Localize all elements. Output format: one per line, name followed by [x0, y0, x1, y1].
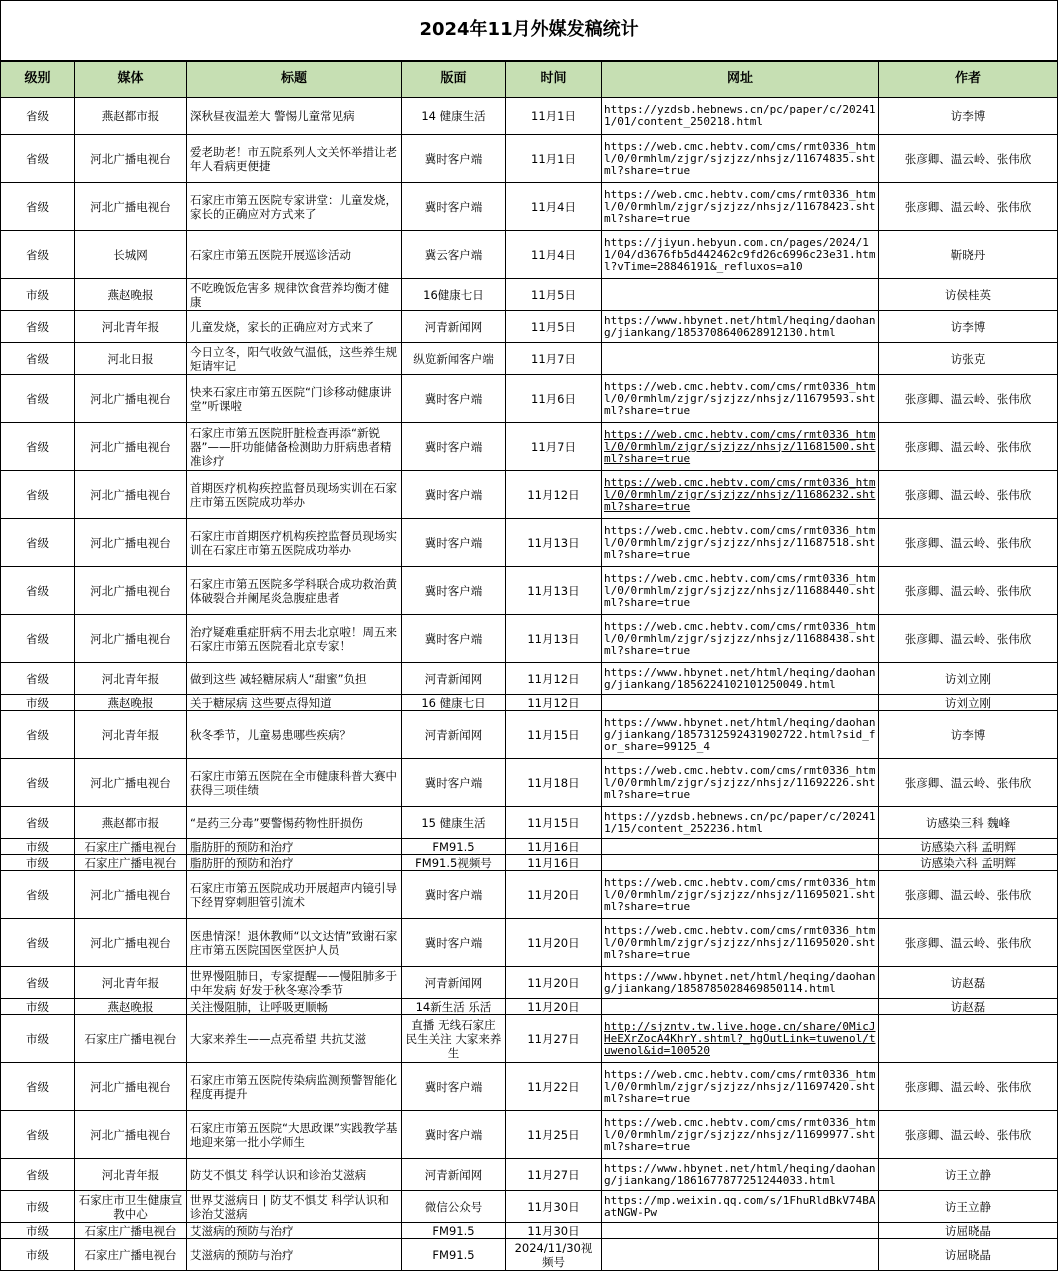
- cell-title[interactable]: 世界慢阻肺日，专家提醒——慢阻肺多于中年发病 好发于秋冬寒冷季节: [187, 967, 402, 999]
- cell-url[interactable]: https://mp.weixin.qq.com/s/1FhuRldBkV74BAatNGW-Pw: [602, 1191, 879, 1223]
- cell-section[interactable]: 14新生活 乐活: [402, 999, 506, 1015]
- cell-media[interactable]: 河北广播电视台: [75, 183, 187, 231]
- cell-time[interactable]: 11月1日: [506, 135, 602, 183]
- table-row: [1, 279, 1058, 311]
- cell-time[interactable]: 11月30日: [506, 1191, 602, 1223]
- cell-url[interactable]: [602, 855, 879, 871]
- cell-section[interactable]: 冀时客户端: [402, 1063, 506, 1111]
- cell-level[interactable]: 省级: [1, 423, 75, 471]
- cell-title[interactable]: 脂肪肝的预防和治疗: [187, 855, 402, 871]
- cell-media[interactable]: 石家庄广播电视台: [75, 839, 187, 855]
- table-row: [1, 615, 1058, 663]
- cell-url[interactable]: https://www.hbynet.net/html/heqing/daohang/jiankang/1858785028469850114.html: [602, 967, 879, 999]
- cell-url[interactable]: https://www.hbynet.net/html/heqing/daohang/jiankang/1853708640628912130.html: [602, 311, 879, 343]
- cell-level[interactable]: 省级: [1, 871, 75, 919]
- cell-level[interactable]: 市级: [1, 1015, 75, 1063]
- cell-title[interactable]: 快来石家庄市第五医院“门诊移动健康讲堂”听课啦: [187, 375, 402, 423]
- cell-section[interactable]: 冀云客户端: [402, 231, 506, 279]
- cell-url[interactable]: [602, 999, 879, 1015]
- cell-level[interactable]: 省级: [1, 807, 75, 839]
- table-row: [1, 1159, 1058, 1191]
- cell-level[interactable]: 市级: [1, 855, 75, 871]
- cell-time[interactable]: 11月5日: [506, 279, 602, 311]
- cell-level[interactable]: 市级: [1, 1223, 75, 1239]
- cell-media[interactable]: 河北广播电视台: [75, 375, 187, 423]
- cell-section[interactable]: 16 健康七日: [402, 695, 506, 711]
- cell-title[interactable]: 爱老助老！市五院系列人文关怀举措让老年人看病更便捷: [187, 135, 402, 183]
- header-row: [1, 61, 1058, 98]
- cell-media[interactable]: 河北青年报: [75, 967, 187, 999]
- cell-time[interactable]: 2024/11/30视频号: [506, 1239, 602, 1271]
- cell-title[interactable]: 关注慢阻肺，让呼吸更顺畅: [187, 999, 402, 1015]
- cell-author[interactable]: 张彦卿、温云岭、张伟欣: [879, 471, 1058, 519]
- cell-time[interactable]: 11月18日: [506, 759, 602, 807]
- cell-time[interactable]: 11月4日: [506, 231, 602, 279]
- cell-title[interactable]: 石家庄市第五医院传染病监测预警智能化程度再提升: [187, 1063, 402, 1111]
- cell-section[interactable]: 冀时客户端: [402, 423, 506, 471]
- table-row: [1, 343, 1058, 375]
- cell-author[interactable]: 张彦卿、温云岭、张伟欣: [879, 1111, 1058, 1159]
- cell-section[interactable]: FM91.5: [402, 839, 506, 855]
- cell-time[interactable]: 11月25日: [506, 1111, 602, 1159]
- cell-url[interactable]: https://web.cmc.hebtv.com/cms/rmt0336_html/0/0rmhlm/zjgr/sjzjzz/nhsjz/11674835.shtml?share=true: [602, 135, 879, 183]
- cell-time[interactable]: 11月20日: [506, 871, 602, 919]
- cell-media[interactable]: 河北广播电视台: [75, 759, 187, 807]
- cell-section[interactable]: 冀时客户端: [402, 471, 506, 519]
- cell-author[interactable]: 靳晓丹: [879, 231, 1058, 279]
- cell-level[interactable]: 市级: [1, 1191, 75, 1223]
- table-row: [1, 1015, 1058, 1063]
- cell-title[interactable]: 艾滋病的预防与治疗: [187, 1239, 402, 1271]
- cell-level[interactable]: 省级: [1, 919, 75, 967]
- cell-url[interactable]: https://www.hbynet.net/html/heqing/daohang/jiankang/1856224102101250049.html: [602, 663, 879, 695]
- table-row: [1, 919, 1058, 967]
- cell-author[interactable]: 张彦卿、温云岭、张伟欣: [879, 1063, 1058, 1111]
- cell-url[interactable]: https://web.cmc.hebtv.com/cms/rmt0336_html/0/0rmhlm/zjgr/sjzjzz/nhsjz/11695020.shtml?share=true: [602, 919, 879, 967]
- cell-url[interactable]: [602, 1239, 879, 1271]
- cell-author[interactable]: 访李博: [879, 311, 1058, 343]
- cell-section[interactable]: 冀时客户端: [402, 871, 506, 919]
- cell-media[interactable]: 河北广播电视台: [75, 423, 187, 471]
- cell-section[interactable]: FM91.5: [402, 1223, 506, 1239]
- cell-media[interactable]: 石家庄市卫生健康宣教中心: [75, 1191, 187, 1223]
- cell-author[interactable]: 访张克: [879, 343, 1058, 375]
- cell-level[interactable]: 市级: [1, 1239, 75, 1271]
- table-row: [1, 231, 1058, 279]
- cell-time[interactable]: 11月1日: [506, 98, 602, 135]
- cell-url[interactable]: https://web.cmc.hebtv.com/cms/rmt0336_html/0/0rmhlm/zjgr/sjzjzz/nhsjz/11688438.shtml?share=true: [602, 615, 879, 663]
- cell-url[interactable]: https://web.cmc.hebtv.com/cms/rmt0336_html/0/0rmhlm/zjgr/sjzjzz/nhsjz/11688440.shtml?share=true: [602, 567, 879, 615]
- table-row: [1, 999, 1058, 1015]
- cell-level[interactable]: 省级: [1, 231, 75, 279]
- cell-media[interactable]: 石家庄广播电视台: [75, 1239, 187, 1271]
- cell-time[interactable]: 11月16日: [506, 855, 602, 871]
- cell-author[interactable]: 访感染六科 孟明辉: [879, 839, 1058, 855]
- cell-section[interactable]: 河青新闻网: [402, 967, 506, 999]
- cell-url[interactable]: https://www.hbynet.net/html/heqing/daohang/jiankang/1861677877251244033.html: [602, 1159, 879, 1191]
- header-author[interactable]: 作者: [879, 61, 1058, 98]
- cell-author[interactable]: 访屈晓晶: [879, 1239, 1058, 1271]
- cell-section[interactable]: 河青新闻网: [402, 1159, 506, 1191]
- cell-media[interactable]: 燕赵都市报: [75, 807, 187, 839]
- cell-media[interactable]: 河北广播电视台: [75, 1111, 187, 1159]
- cell-section[interactable]: 15 健康生活: [402, 807, 506, 839]
- cell-media[interactable]: 河北广播电视台: [75, 1063, 187, 1111]
- table-row: [1, 855, 1058, 871]
- cell-url[interactable]: https://web.cmc.hebtv.com/cms/rmt0336_html/0/0rmhlm/zjgr/sjzjzz/nhsjz/11695021.shtml?share=true: [602, 871, 879, 919]
- cell-title[interactable]: 石家庄市第五医院开展巡诊活动: [187, 231, 402, 279]
- cell-title[interactable]: 石家庄市首期医疗机构疾控监督员现场实训在石家庄市第五医院成功举办: [187, 519, 402, 567]
- cell-section[interactable]: 冀时客户端: [402, 567, 506, 615]
- cell-time[interactable]: 11月12日: [506, 663, 602, 695]
- cell-title[interactable]: 石家庄市第五医院专家讲堂：儿童发烧，家长的正确应对方式来了: [187, 183, 402, 231]
- table-row: [1, 695, 1058, 711]
- cell-time[interactable]: 11月7日: [506, 423, 602, 471]
- table-row: [1, 567, 1058, 615]
- table-row: [1, 183, 1058, 231]
- cell-media[interactable]: 河北广播电视台: [75, 567, 187, 615]
- cell-level[interactable]: 省级: [1, 343, 75, 375]
- cell-title[interactable]: 首期医疗机构疾控监督员现场实训在石家庄市第五医院成功举办: [187, 471, 402, 519]
- cell-level[interactable]: 省级: [1, 663, 75, 695]
- cell-time[interactable]: 11月12日: [506, 471, 602, 519]
- table-row: [1, 98, 1058, 135]
- cell-section[interactable]: FM91.5视频号: [402, 855, 506, 871]
- header-section[interactable]: 版面: [402, 61, 506, 98]
- cell-url[interactable]: https://jiyun.hebyun.com.cn/pages/2024/11/04/d3676fb5d442462c9fd26c6996c23e31.html?vTime=28846191&_refluxos=a10: [602, 231, 879, 279]
- cell-level[interactable]: 省级: [1, 967, 75, 999]
- header-time[interactable]: 时间: [506, 61, 602, 98]
- cell-level[interactable]: 省级: [1, 471, 75, 519]
- cell-url[interactable]: https://web.cmc.hebtv.com/cms/rmt0336_html/0/0rmhlm/zjgr/sjzjzz/nhsjz/11699977.shtml?share=true: [602, 1111, 879, 1159]
- cell-time[interactable]: 11月30日: [506, 1223, 602, 1239]
- cell-media[interactable]: 河北广播电视台: [75, 871, 187, 919]
- cell-url[interactable]: https://yzdsb.hebnews.cn/pc/paper/c/202411/15/content_252236.html: [602, 807, 879, 839]
- cell-section[interactable]: 冀时客户端: [402, 135, 506, 183]
- cell-author[interactable]: 张彦卿、温云岭、张伟欣: [879, 423, 1058, 471]
- cell-time[interactable]: 11月13日: [506, 615, 602, 663]
- cell-level[interactable]: 省级: [1, 567, 75, 615]
- cell-url[interactable]: https://web.cmc.hebtv.com/cms/rmt0336_html/0/0rmhlm/zjgr/sjzjzz/nhsjz/11678423.shtml?share=true: [602, 183, 879, 231]
- cell-media[interactable]: 燕赵晚报: [75, 999, 187, 1015]
- cell-time[interactable]: 11月5日: [506, 311, 602, 343]
- cell-level[interactable]: 省级: [1, 375, 75, 423]
- cell-level[interactable]: 市级: [1, 839, 75, 855]
- cell-author[interactable]: 访感染三科 魏峰: [879, 807, 1058, 839]
- cell-level[interactable]: 省级: [1, 519, 75, 567]
- cell-level[interactable]: 市级: [1, 695, 75, 711]
- cell-section[interactable]: 冀时客户端: [402, 183, 506, 231]
- table-row: [1, 1191, 1058, 1223]
- cell-level[interactable]: 省级: [1, 98, 75, 135]
- cell-media[interactable]: 河北广播电视台: [75, 135, 187, 183]
- cell-media[interactable]: 河北广播电视台: [75, 471, 187, 519]
- cell-author[interactable]: 张彦卿、温云岭、张伟欣: [879, 919, 1058, 967]
- cell-level[interactable]: 省级: [1, 1063, 75, 1111]
- cell-section[interactable]: 河青新闻网: [402, 663, 506, 695]
- cell-level[interactable]: 省级: [1, 135, 75, 183]
- cell-level[interactable]: 省级: [1, 711, 75, 759]
- cell-time[interactable]: 11月20日: [506, 967, 602, 999]
- cell-author[interactable]: 访李博: [879, 711, 1058, 759]
- cell-section[interactable]: 冀时客户端: [402, 1111, 506, 1159]
- header-url[interactable]: 网址: [602, 61, 879, 98]
- table-row: [1, 663, 1058, 695]
- cell-section[interactable]: 河青新闻网: [402, 711, 506, 759]
- cell-time[interactable]: 11月15日: [506, 807, 602, 839]
- cell-author[interactable]: 访王立静: [879, 1159, 1058, 1191]
- cell-section[interactable]: 冀时客户端: [402, 759, 506, 807]
- cell-media[interactable]: 河北青年报: [75, 711, 187, 759]
- cell-author[interactable]: 访李博: [879, 98, 1058, 135]
- cell-time[interactable]: 11月12日: [506, 695, 602, 711]
- cell-url[interactable]: https://web.cmc.hebtv.com/cms/rmt0336_html/0/0rmhlm/zjgr/sjzjzz/nhsjz/11697420.shtml?share=true: [602, 1063, 879, 1111]
- header-media[interactable]: 媒体: [75, 61, 187, 98]
- table-title[interactable]: 2024年11月外媒发稿统计: [1, 1, 1058, 61]
- cell-section[interactable]: 冀时客户端: [402, 375, 506, 423]
- table-row: [1, 967, 1058, 999]
- cell-url[interactable]: [602, 343, 879, 375]
- table-row: [1, 1223, 1058, 1239]
- cell-title[interactable]: 秋冬季节，儿童易患哪些疾病？: [187, 711, 402, 759]
- cell-author[interactable]: 访侯桂英: [879, 279, 1058, 311]
- cell-media[interactable]: 燕赵晚报: [75, 279, 187, 311]
- cell-title[interactable]: 脂肪肝的预防和治疗: [187, 839, 402, 855]
- cell-section[interactable]: 河青新闻网: [402, 311, 506, 343]
- cell-level[interactable]: 省级: [1, 1159, 75, 1191]
- cell-title[interactable]: 石家庄市第五医院多学科联合成功救治黄体破裂合并阑尾炎急腹症患者: [187, 567, 402, 615]
- cell-title[interactable]: 石家庄市第五医院“大思政课”实践教学基地迎来第一批小学师生: [187, 1111, 402, 1159]
- cell-title[interactable]: 关于糖尿病 这些要点得知道: [187, 695, 402, 711]
- cell-media[interactable]: 河北日报: [75, 343, 187, 375]
- cell-section[interactable]: 纵览新闻客户端: [402, 343, 506, 375]
- cell-author[interactable]: 访感染六科 孟明辉: [879, 855, 1058, 871]
- cell-author[interactable]: 访赵磊: [879, 999, 1058, 1015]
- cell-media[interactable]: 长城网: [75, 231, 187, 279]
- cell-url[interactable]: [602, 279, 879, 311]
- cell-level[interactable]: 省级: [1, 759, 75, 807]
- cell-url[interactable]: https://web.cmc.hebtv.com/cms/rmt0336_html/0/0rmhlm/zjgr/sjzjzz/nhsjz/11692226.shtml?share=true: [602, 759, 879, 807]
- cell-section[interactable]: 16健康七日: [402, 279, 506, 311]
- table-row: [1, 423, 1058, 471]
- table-row: [1, 839, 1058, 855]
- cell-time[interactable]: 11月20日: [506, 999, 602, 1015]
- cell-url[interactable]: [602, 695, 879, 711]
- cell-media[interactable]: 河北广播电视台: [75, 919, 187, 967]
- cell-author[interactable]: 张彦卿、温云岭、张伟欣: [879, 135, 1058, 183]
- cell-title[interactable]: 做到这些 减轻糖尿病人“甜蜜”负担: [187, 663, 402, 695]
- cell-time[interactable]: 11月27日: [506, 1159, 602, 1191]
- table-row: [1, 711, 1058, 759]
- cell-level[interactable]: 省级: [1, 183, 75, 231]
- cell-title[interactable]: 大家来养生——点亮希望 共抗艾滋: [187, 1015, 402, 1063]
- cell-media[interactable]: 燕赵都市报: [75, 98, 187, 135]
- cell-section[interactable]: FM91.5: [402, 1239, 506, 1271]
- cell-time[interactable]: 11月13日: [506, 519, 602, 567]
- cell-author[interactable]: 访刘立刚: [879, 663, 1058, 695]
- cell-url[interactable]: [602, 1223, 879, 1239]
- cell-media[interactable]: 河北广播电视台: [75, 615, 187, 663]
- cell-level[interactable]: 省级: [1, 1111, 75, 1159]
- cell-title[interactable]: 治疗疑难重症肝病不用去北京啦！周五来石家庄市第五医院看北京专家！: [187, 615, 402, 663]
- header-level[interactable]: 级别: [1, 61, 75, 98]
- cell-title[interactable]: 深秋昼夜温差大 警惕儿童常见病: [187, 98, 402, 135]
- cell-media[interactable]: 河北青年报: [75, 1159, 187, 1191]
- cell-time[interactable]: 11月13日: [506, 567, 602, 615]
- cell-title[interactable]: “是药三分毒”要警惕药物性肝损伤: [187, 807, 402, 839]
- cell-author[interactable]: 访刘立刚: [879, 695, 1058, 711]
- cell-author[interactable]: 张彦卿、温云岭、张伟欣: [879, 759, 1058, 807]
- cell-author[interactable]: 张彦卿、温云岭、张伟欣: [879, 567, 1058, 615]
- cell-section[interactable]: 微信公众号: [402, 1191, 506, 1223]
- cell-title[interactable]: 儿童发烧，家长的正确应对方式来了: [187, 311, 402, 343]
- cell-url[interactable]: http://sjzntv.tw.live.hoge.cn/share/0MicJHeEXrZocA4KhrY.shtml?_hgOutLink=tuwenol/tuwenol&id=100520: [602, 1015, 879, 1063]
- table-row: [1, 1063, 1058, 1111]
- cell-media[interactable]: 河北青年报: [75, 311, 187, 343]
- cell-title[interactable]: 不吃晚饭危害多 规律饮食营养均衡才健康: [187, 279, 402, 311]
- cell-title[interactable]: 世界艾滋病日 | 防艾不惧艾 科学认识和诊治艾滋病: [187, 1191, 402, 1223]
- cell-author[interactable]: 访屈晓晶: [879, 1223, 1058, 1239]
- cell-time[interactable]: 11月15日: [506, 711, 602, 759]
- cell-author[interactable]: 张彦卿、温云岭、张伟欣: [879, 375, 1058, 423]
- cell-author[interactable]: 访王立静: [879, 1191, 1058, 1223]
- cell-media[interactable]: 河北广播电视台: [75, 519, 187, 567]
- cell-level[interactable]: 市级: [1, 999, 75, 1015]
- table-row: [1, 807, 1058, 839]
- cell-section[interactable]: 冀时客户端: [402, 919, 506, 967]
- table-row: [1, 759, 1058, 807]
- cell-url[interactable]: https://web.cmc.hebtv.com/cms/rmt0336_html/0/0rmhlm/zjgr/sjzjzz/nhsjz/11687518.shtml?share=true: [602, 519, 879, 567]
- cell-time[interactable]: 11月6日: [506, 375, 602, 423]
- cell-level[interactable]: 市级: [1, 279, 75, 311]
- cell-title[interactable]: 医患情深！退休教师“以文达情”致谢石家庄市第五医院国医堂医护人员: [187, 919, 402, 967]
- header-title[interactable]: 标题: [187, 61, 402, 98]
- cell-author[interactable]: 张彦卿、温云岭、张伟欣: [879, 519, 1058, 567]
- cell-title[interactable]: 石家庄市第五医院成功开展超声内镜引导下经胃穿刺胆管引流术: [187, 871, 402, 919]
- table-row: [1, 871, 1058, 919]
- cell-time[interactable]: 11月20日: [506, 919, 602, 967]
- cell-media[interactable]: 石家庄广播电视台: [75, 1015, 187, 1063]
- cell-title[interactable]: 石家庄市第五医院在全市健康科普大赛中获得三项佳绩: [187, 759, 402, 807]
- table-row: [1, 375, 1058, 423]
- cell-title[interactable]: 防艾不惧艾 科学认识和诊治艾滋病: [187, 1159, 402, 1191]
- cell-url[interactable]: https://yzdsb.hebnews.cn/pc/paper/c/202411/01/content_250218.html: [602, 98, 879, 135]
- cell-time[interactable]: 11月22日: [506, 1063, 602, 1111]
- table-row: [1, 1239, 1058, 1271]
- cell-url[interactable]: https://web.cmc.hebtv.com/cms/rmt0336_html/0/0rmhlm/zjgr/sjzjzz/nhsjz/11686232.shtml?share=true: [602, 471, 879, 519]
- table-row: [1, 519, 1058, 567]
- cell-time[interactable]: 11月16日: [506, 839, 602, 855]
- cell-title[interactable]: 石家庄市第五医院肝脏检查再添“新锐器”——肝功能储备检测助力肝病患者精准诊疗: [187, 423, 402, 471]
- table-row: [1, 135, 1058, 183]
- cell-time[interactable]: 11月7日: [506, 343, 602, 375]
- cell-author[interactable]: 张彦卿、温云岭、张伟欣: [879, 183, 1058, 231]
- cell-author[interactable]: 访赵磊: [879, 967, 1058, 999]
- cell-level[interactable]: 省级: [1, 615, 75, 663]
- cell-url[interactable]: https://web.cmc.hebtv.com/cms/rmt0336_html/0/0rmhlm/zjgr/sjzjzz/nhsjz/11681500.shtml?share=true: [602, 423, 879, 471]
- cell-section[interactable]: 冀时客户端: [402, 615, 506, 663]
- cell-media[interactable]: 石家庄广播电视台: [75, 1223, 187, 1239]
- cell-author[interactable]: 张彦卿、温云岭、张伟欣: [879, 871, 1058, 919]
- cell-time[interactable]: 11月27日: [506, 1015, 602, 1063]
- cell-media[interactable]: 河北青年报: [75, 663, 187, 695]
- table-row: [1, 1111, 1058, 1159]
- cell-section[interactable]: 冀时客户端: [402, 519, 506, 567]
- cell-media[interactable]: 石家庄广播电视台: [75, 855, 187, 871]
- cell-url[interactable]: [602, 839, 879, 855]
- cell-title[interactable]: 今日立冬，阳气收敛气温低，这些养生规矩请牢记: [187, 343, 402, 375]
- cell-title[interactable]: 艾滋病的预防与治疗: [187, 1223, 402, 1239]
- cell-media[interactable]: 燕赵晚报: [75, 695, 187, 711]
- cell-section[interactable]: 14 健康生活: [402, 98, 506, 135]
- cell-author[interactable]: [879, 1015, 1058, 1063]
- table-row: [1, 471, 1058, 519]
- cell-level[interactable]: 省级: [1, 311, 75, 343]
- cell-url[interactable]: https://www.hbynet.net/html/heqing/daohang/jiankang/1857312592431902722.html?sid_for_share=99125_4: [602, 711, 879, 759]
- cell-time[interactable]: 11月4日: [506, 183, 602, 231]
- table-row: [1, 311, 1058, 343]
- cell-url[interactable]: https://web.cmc.hebtv.com/cms/rmt0336_html/0/0rmhlm/zjgr/sjzjzz/nhsjz/11679593.shtml?share=true: [602, 375, 879, 423]
- cell-author[interactable]: 张彦卿、温云岭、张伟欣: [879, 615, 1058, 663]
- cell-section[interactable]: 直播 无线石家庄 民生关注 大家来养生: [402, 1015, 506, 1063]
